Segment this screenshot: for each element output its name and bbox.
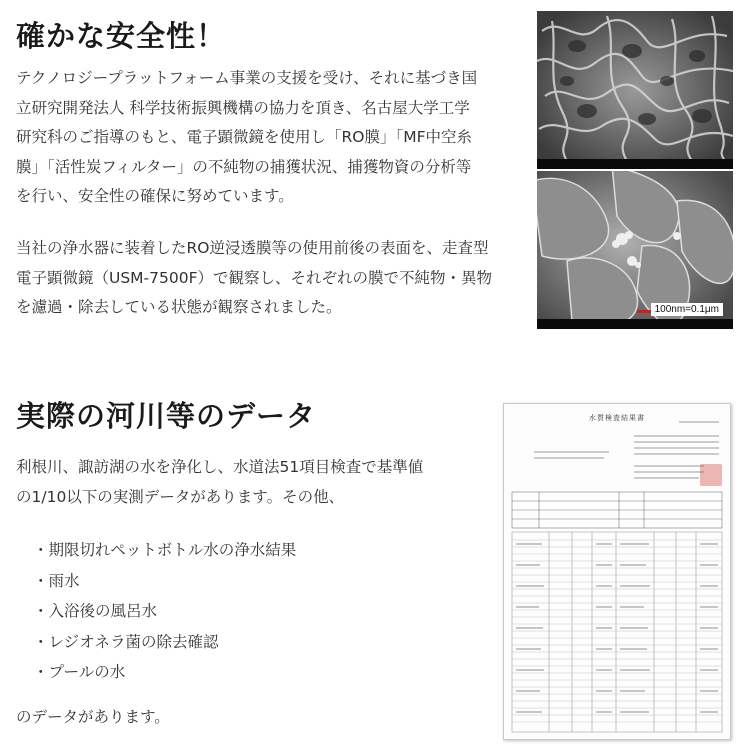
scale-label: 100nm=0.1μm — [651, 303, 723, 316]
text-line: 立研究開発法人 科学技術振興機構の協力を頂き、名古屋大学工学 — [16, 98, 470, 117]
closing-text: のデータがあります。 — [16, 708, 170, 726]
list-item: ・期限切れペットボトル水の浄水結果 — [33, 541, 297, 559]
text-line: 当社の浄水器に装着したRO逆浸透膜等の使用前後の表面を、走査型 — [16, 239, 489, 257]
list-item: ・レジオネラ菌の除去確認 — [33, 632, 219, 651]
text-line: 研究科のご指導のもと、電子顕微鏡を使用し「RO膜」「MF中空糸 — [16, 128, 473, 146]
text-line: テクノロジープラットフォーム事業の支援を受け、それに基づき国 — [16, 69, 478, 87]
text-line: の1/10以下の実測データがあります。その他、 — [16, 487, 345, 506]
water-quality-report-image — [503, 403, 731, 740]
report-title: 水質検査結果書 — [589, 414, 645, 422]
text-line: 利根川、諏訪湖の水を浄化し、水道法51項目検査で基準値 — [16, 458, 424, 476]
text-line: 電子顕微鏡（USM-7500F）で観察し、それぞれの膜で不純物・異物 — [16, 268, 493, 287]
list-item: ・入浴後の風呂水 — [33, 602, 158, 620]
text-line: を行い、安全性の確保に努めています。 — [16, 187, 294, 205]
sem-info-bar — [537, 319, 733, 329]
safety-paragraph-2 — [16, 234, 536, 323]
sem-image-membrane-1 — [537, 11, 733, 169]
section-title-safety: 確かな安全性！ — [16, 19, 227, 53]
safety-paragraph-1 — [16, 64, 536, 212]
river-data-intro — [16, 453, 486, 512]
sem-info-bar — [537, 159, 733, 169]
list-item: ・雨水 — [33, 571, 80, 590]
section-title-river-data: 実際の河川等のデータ — [16, 399, 317, 433]
list-item: ・プールの水 — [33, 663, 126, 681]
sem-image-membrane-2 — [537, 171, 733, 329]
seal-stamp — [700, 464, 722, 486]
data-types-list — [33, 535, 296, 688]
text-line: 膜」「活性炭フィルター」の不純物の捕獲状況、捕獲物資の分析等 — [16, 157, 472, 176]
text-line: を濾過・除去している状態が観察されました。 — [16, 298, 342, 316]
